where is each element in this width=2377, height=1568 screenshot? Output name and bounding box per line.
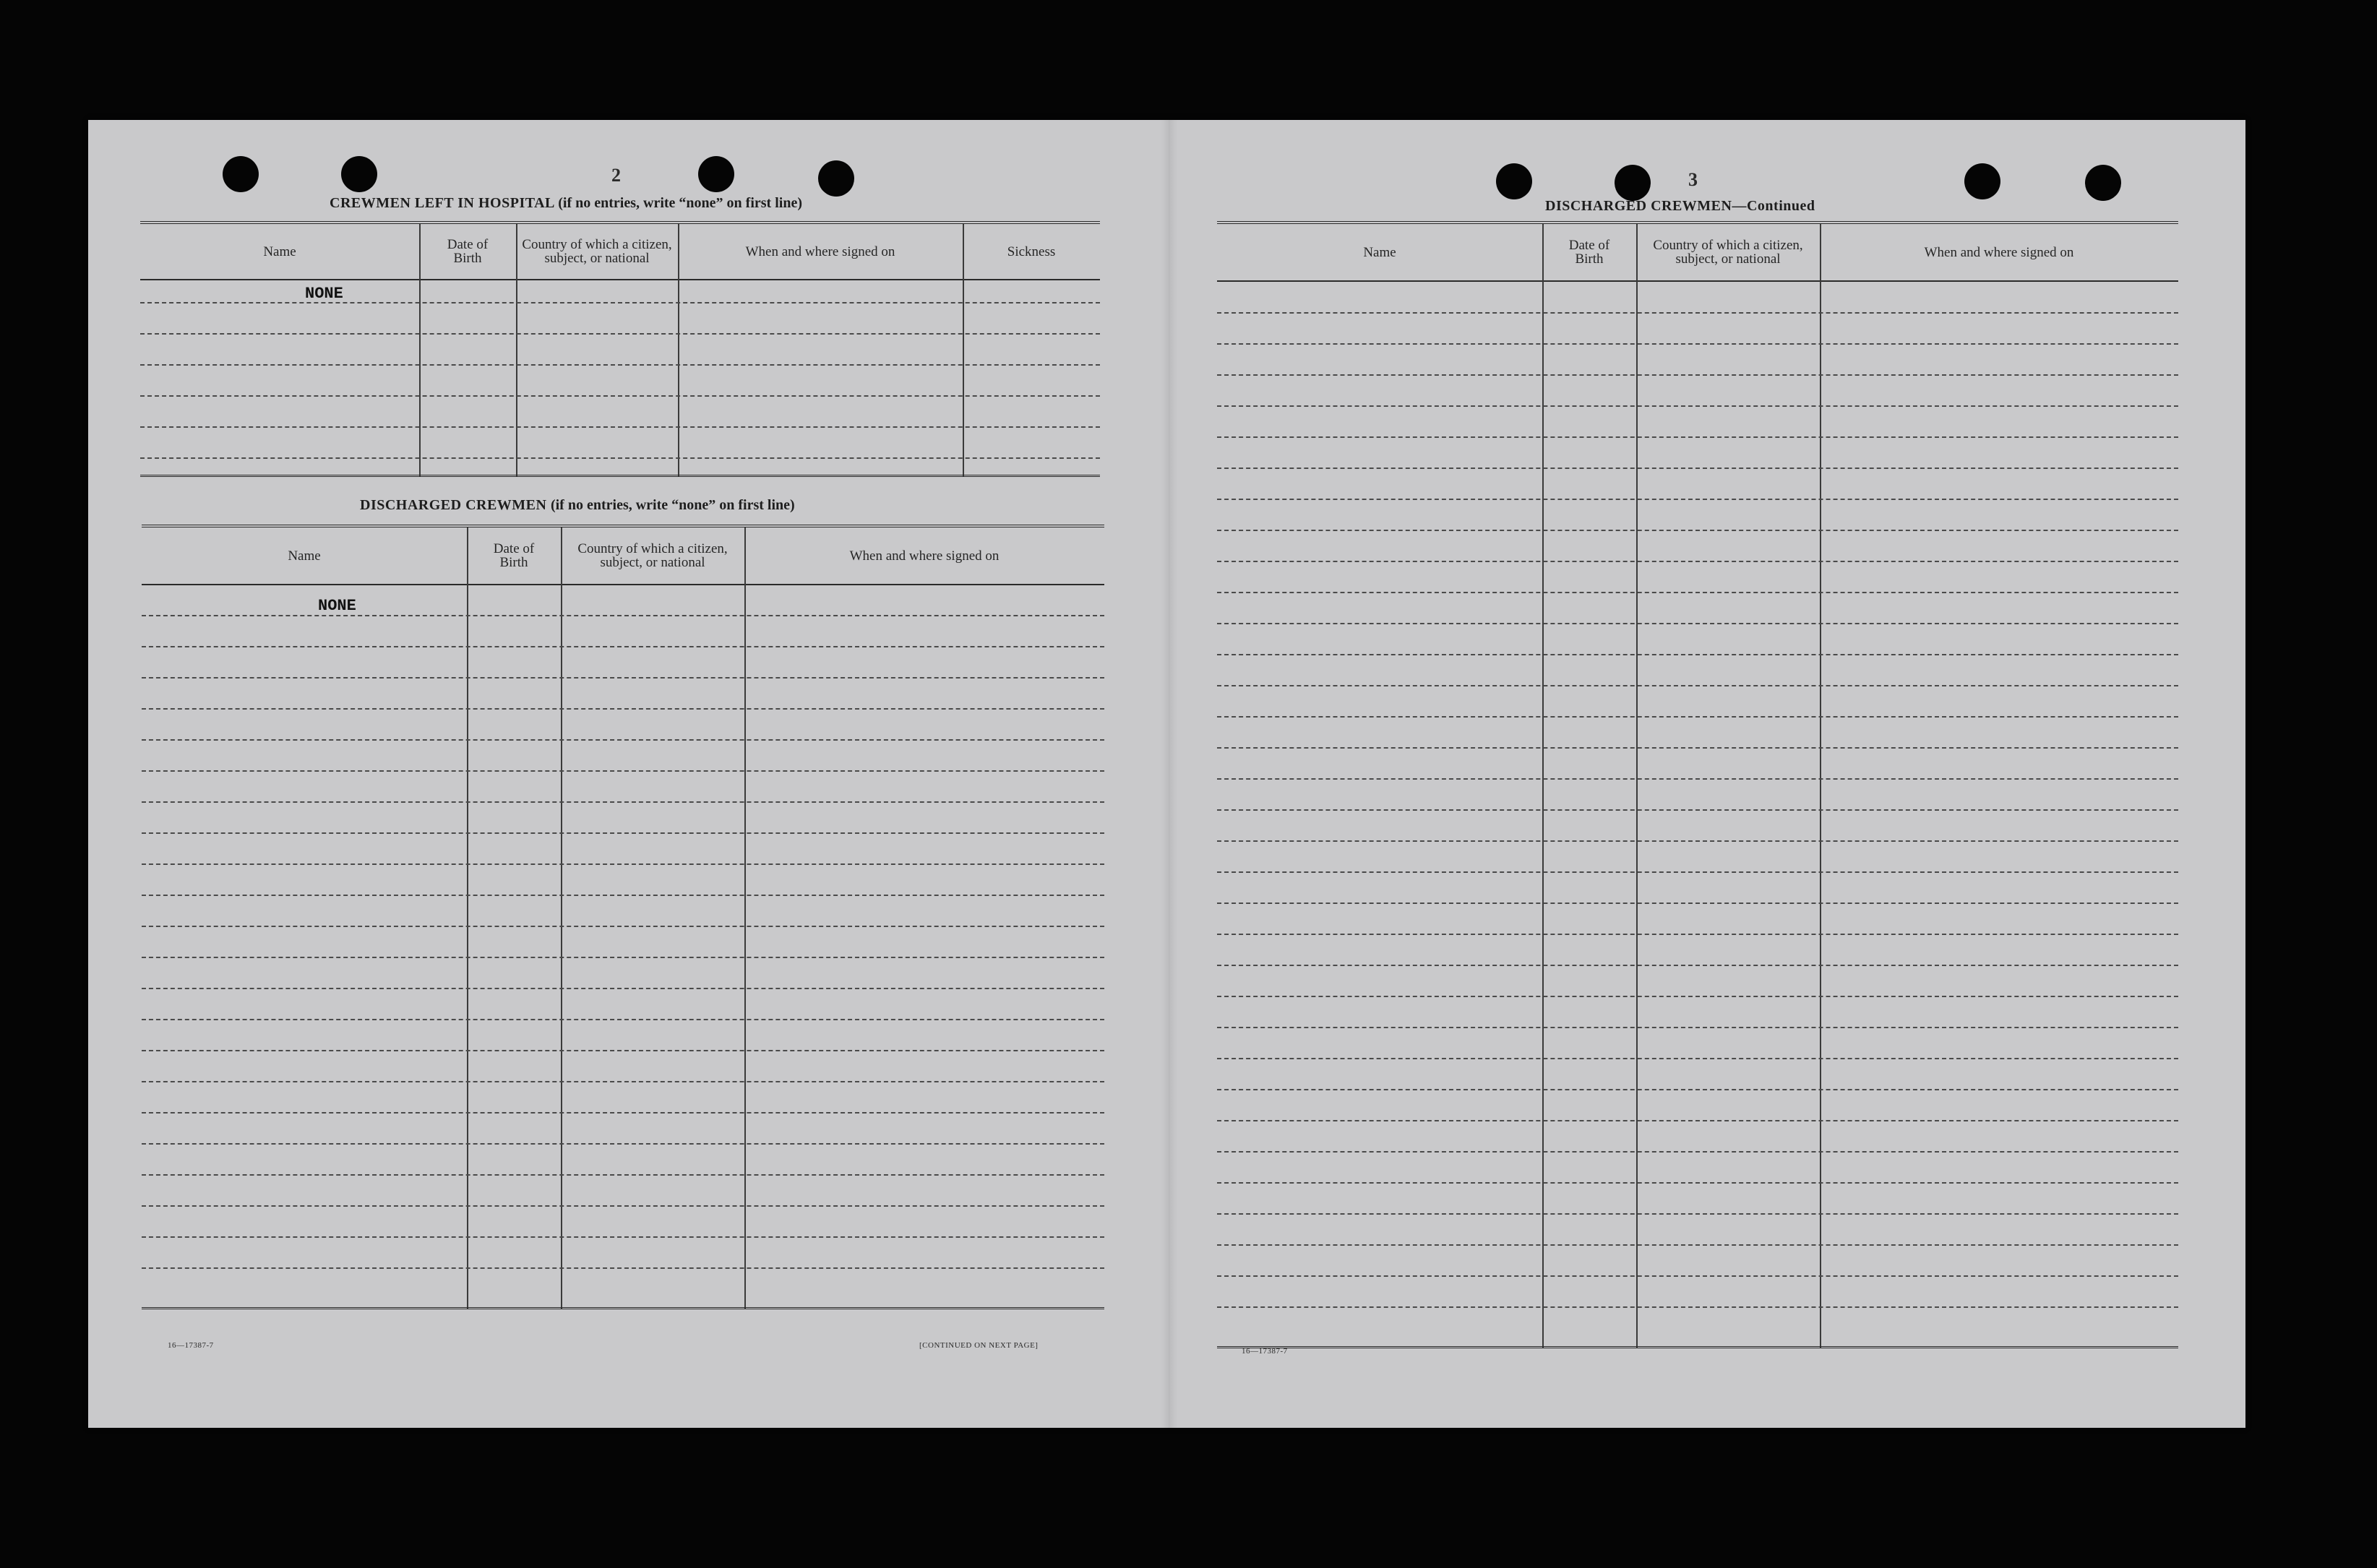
table-row	[142, 1112, 1104, 1113]
discharged-continued-table	[1217, 221, 2178, 1348]
table-row	[142, 801, 1104, 803]
column-divider	[744, 527, 746, 1309]
table-row	[140, 457, 1100, 459]
form-number-left: 16—17387-7	[168, 1341, 214, 1350]
col-header-country: Country of which a citizen, subject, or national	[1653, 238, 1803, 267]
table-row	[1217, 499, 2178, 500]
table-row	[142, 988, 1104, 989]
punch-hole	[1496, 163, 1532, 199]
table-row	[1217, 530, 2178, 531]
table-row	[142, 708, 1104, 710]
continued-note: [CONTINUED ON NEXT PAGE]	[919, 1341, 1039, 1350]
table-row	[1217, 747, 2178, 749]
discharged-table	[142, 525, 1104, 1309]
col-header-country: Country of which a citizen, subject, or national	[577, 541, 728, 570]
form-number-right: 16—17387-7	[1242, 1347, 1288, 1356]
table-row	[1217, 623, 2178, 624]
hospital-title-text: CREWMEN LEFT IN HOSPITAL	[330, 195, 554, 211]
col-header-country: Country of which a citizen, subject, or national	[522, 237, 672, 266]
col-header-signed-on: When and where signed on	[849, 548, 1000, 564]
hospital-section-title	[330, 195, 802, 212]
table-row	[140, 364, 1100, 366]
table-row	[142, 1019, 1104, 1020]
table-row	[1217, 934, 2178, 935]
table-row	[1217, 1120, 2178, 1121]
table-bottom-rule	[142, 1307, 1104, 1309]
table-row	[1217, 965, 2178, 966]
page-fold	[1161, 120, 1177, 1428]
table-row	[142, 1205, 1104, 1207]
table-bottom-rule	[140, 475, 1100, 477]
col-header-name: Name	[288, 548, 321, 564]
punch-hole	[698, 156, 734, 192]
col-header-signed-on: When and where signed on	[1924, 244, 2074, 260]
table-row	[142, 863, 1104, 865]
col-header-name: Name	[1363, 244, 1396, 260]
punch-hole	[1964, 163, 2000, 199]
table-row	[1217, 840, 2178, 842]
table-row	[1217, 343, 2178, 345]
discharged-continued-title: DISCHARGED CREWMEN—Continued	[1545, 198, 1815, 214]
column-divider	[1542, 224, 1544, 1348]
table-row	[142, 770, 1104, 772]
table-row	[142, 895, 1104, 896]
table-row	[1217, 468, 2178, 469]
table-row	[1217, 405, 2178, 407]
table-row	[142, 739, 1104, 741]
table-row	[142, 1236, 1104, 1238]
table-row	[142, 646, 1104, 647]
table-row	[1217, 871, 2178, 873]
manifest-sheet	[88, 120, 2245, 1428]
table-bottom-rule	[1217, 1346, 2178, 1348]
table-row	[1217, 1213, 2178, 1215]
discharged-entry-none: NONE	[318, 597, 356, 615]
discharged-title-text: DISCHARGED CREWMEN	[360, 497, 547, 513]
discharged-instruction: (if no entries, write “none” on first line)	[550, 497, 795, 513]
table-row	[142, 615, 1104, 616]
table-row	[142, 957, 1104, 958]
column-divider	[1636, 224, 1638, 1348]
col-header-date-of-birth: Date of Birth	[447, 237, 489, 266]
col-header-signed-on: When and where signed on	[745, 244, 895, 259]
table-row	[1217, 1306, 2178, 1308]
table-row	[1217, 374, 2178, 376]
discharged-section-title	[360, 497, 795, 514]
punch-hole	[223, 156, 259, 192]
table-row	[1217, 685, 2178, 686]
table-row	[1217, 716, 2178, 718]
table-row	[1217, 1089, 2178, 1090]
table-row	[1217, 1244, 2178, 1246]
table-row	[1217, 1151, 2178, 1153]
col-header-sickness: Sickness	[1007, 244, 1056, 259]
col-header-name: Name	[263, 244, 296, 259]
hospital-entry-none: NONE	[305, 285, 343, 303]
table-row	[142, 926, 1104, 927]
table-row	[142, 1143, 1104, 1145]
table-row	[1217, 654, 2178, 655]
hospital-table	[140, 221, 1100, 477]
table-row	[142, 1050, 1104, 1051]
page-number-left: 2	[611, 165, 621, 186]
punch-hole	[2085, 165, 2121, 201]
table-row	[140, 333, 1100, 335]
table-row	[142, 1267, 1104, 1269]
hospital-instruction: (if no entries, write “none” on first line)	[558, 195, 802, 211]
table-row	[1217, 1027, 2178, 1028]
punch-hole	[818, 160, 854, 197]
table-row	[1217, 1275, 2178, 1277]
table-row	[142, 832, 1104, 834]
table-row	[140, 426, 1100, 428]
table-row	[1217, 436, 2178, 438]
column-divider	[1820, 224, 1821, 1348]
table-row	[1217, 312, 2178, 314]
column-divider	[467, 527, 468, 1309]
table-row	[1217, 561, 2178, 562]
table-row	[142, 1081, 1104, 1082]
table-row	[1217, 809, 2178, 811]
table-row	[140, 395, 1100, 397]
table-row	[142, 677, 1104, 679]
table-row	[140, 302, 1100, 303]
col-header-date-of-birth: Date of Birth	[493, 541, 535, 570]
table-row	[1217, 903, 2178, 904]
table-row	[1217, 592, 2178, 593]
table-row	[1217, 1182, 2178, 1184]
col-header-date-of-birth: Date of Birth	[1568, 238, 1610, 267]
table-row	[1217, 996, 2178, 997]
table-row	[142, 1174, 1104, 1176]
table-row	[1217, 1058, 2178, 1059]
column-divider	[561, 527, 562, 1309]
table-row	[1217, 778, 2178, 780]
page-number-right: 3	[1688, 169, 1698, 190]
punch-hole	[341, 156, 377, 192]
punch-hole	[1615, 165, 1651, 201]
